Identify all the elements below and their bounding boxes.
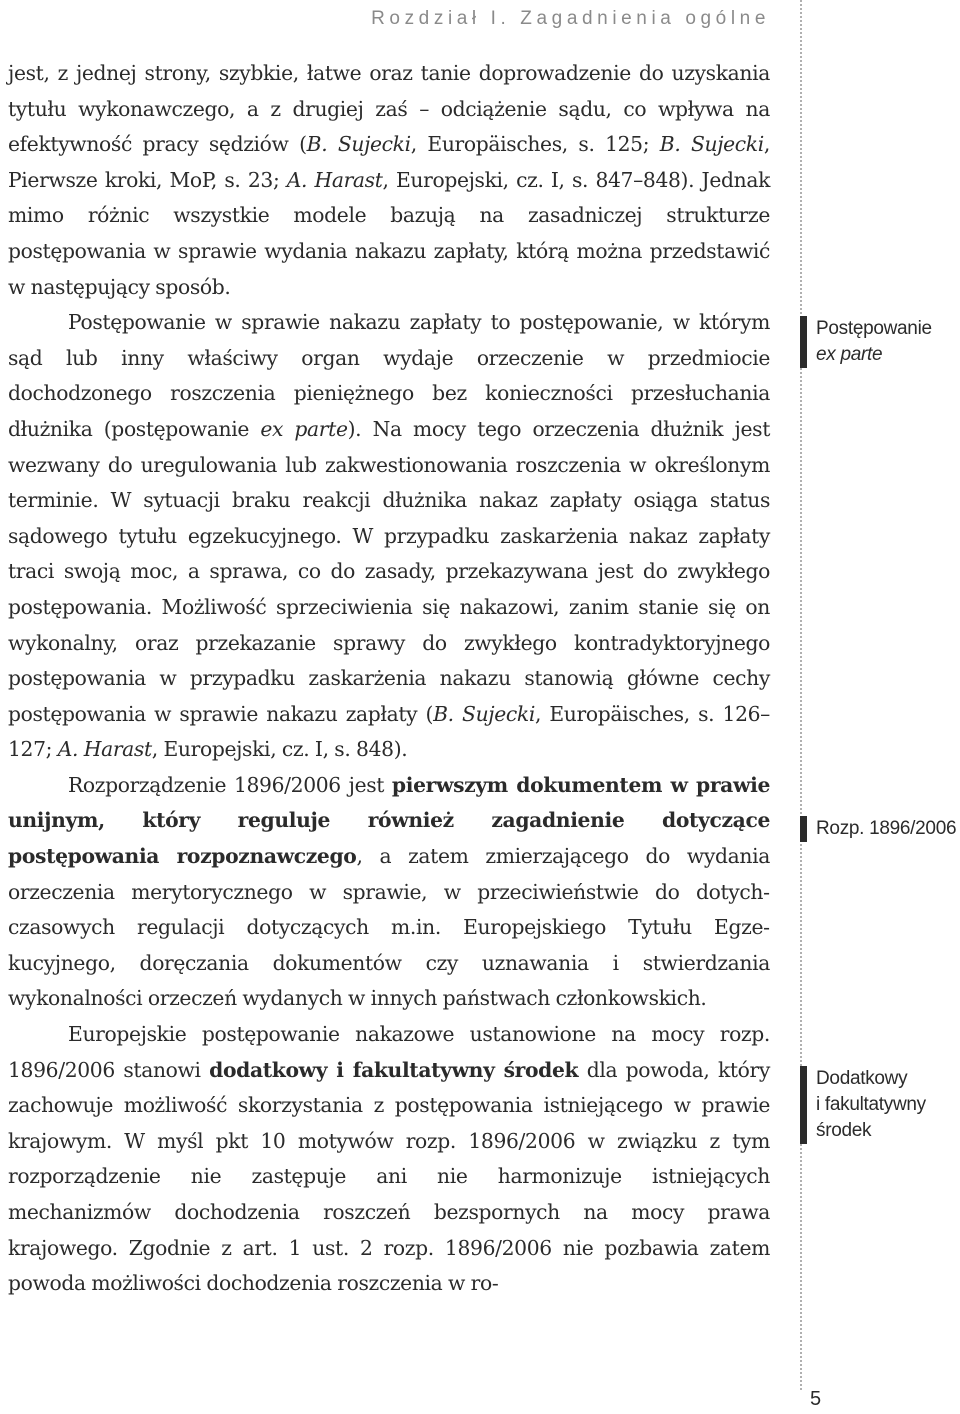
text-span: , Europejski, cz. I, s. 847–848). Jednak mimo różnic wszystkie modele bazują na zasadniczej strukturze postępowania w sprawie wydania nakazu zapłaty, którą można przedstawić w następujący sposób.	[8, 167, 771, 299]
text-span: ). Na mocy tego orzeczenia dłużnik jest wezwany do uregulowania lub zakwestionowania roszczenia w określonym terminie. W sytuacji braku reakcji dłużnika nakaz zapłaty osiąga status sądowego tytułu egzekucyjnego. W przypadku zaskarżenia nakaz zapłaty traci swoją moc, a sprawa, co do zasady, przekazywana jest do zwykłego postępowania. Możliwość sprzeciwienia się nakazowi, zanim stanie się on wykonalny, oraz przekazanie sprawy do zwykłego kontradyktoryjnego postępowania w przypadku zaskarżenia nakazu stanowią główne cechy postępowania w sprawie nakazu zapłaty (	[8, 416, 770, 726]
margin-note-ex-parte	[800, 316, 960, 368]
author-ref: B. Sujecki	[433, 701, 535, 726]
paragraph-4	[8, 1017, 770, 1302]
bold-emphasis: pierwszym dokumentem w prawie unijnym, który reguluje również zagadnienie dotyczące postępowania rozpoznawczego	[8, 772, 770, 869]
running-head: Rozdział I. Zagadnienia ogólne	[371, 8, 770, 29]
paragraph-3	[8, 768, 770, 1017]
text-span: dla powoda, który zachowuje możliwość skorzystania z postępowania istniejącego w prawie krajowym. W myśl pkt 10 motywów rozp. 1896/2006 w związku z tym rozporządzenie nie zastępuje ani nie harmonizuje istniejących mechanizmów dochodzenia roszczeń bezspornych na mocy prawa krajowego. Zgodnie z art. 1 ust. 2 rozp. 1896/2006 nie pozbawia zatem powoda możliwości dochodzenia roszczenia w ro-	[8, 1057, 770, 1296]
text-span: , Europäisches, s. 125;	[410, 132, 660, 157]
margin-note-line: Dodatkowy	[816, 1068, 908, 1089]
margin-divider	[800, 0, 802, 1390]
author-ref: A. Harast	[286, 167, 383, 192]
text-span: , Europejski, cz. I, s. 848).	[151, 737, 408, 762]
text-span: , Europäisches, s. 126–127;	[8, 701, 770, 762]
bold-emphasis: dodatkowy i fakultatywny środek	[209, 1057, 579, 1082]
italic-term: ex parte	[260, 416, 348, 441]
author-ref: B. Sujecki	[306, 132, 411, 157]
text-span: , Pierwsze kroki, MoP, s. 23;	[8, 132, 770, 192]
margin-note-additional-measure	[800, 1066, 960, 1144]
author-ref: A. Harast	[57, 737, 152, 762]
margin-note-line: Postępowanie	[816, 318, 932, 339]
text-span: , a zatem zmierzającego do wydania orzeczenia merytorycznego w sprawie, w przeciwieństwie do dotychczasowych regulacji dotyczących m.in. Europejskiego Tytułu Egzekucyjnego, doręczania dokumentów czy uznawania i stwierdzania wykonalności orzeczeń wydanych w innych państwach członkowskich.	[8, 844, 770, 1011]
author-ref: B. Sujecki	[659, 132, 764, 157]
page-number: 5	[810, 1388, 822, 1410]
paragraph-1	[8, 56, 770, 305]
margin-note-regulation	[800, 816, 960, 842]
margin-note-line: środek	[816, 1120, 872, 1141]
text-span: Rozporządzenie 1896/2006 jest	[68, 772, 392, 797]
margin-note-line: ex parte	[816, 344, 883, 365]
text-span: Europejskie postępowanie nakazowe ustanowione na mocy rozp. 1896/2006 stanowi	[8, 1022, 770, 1082]
main-text	[8, 56, 770, 1302]
margin-note-line: Rozp. 1896/2006	[816, 818, 957, 839]
text-span: jest, z jednej strony, szybkie, łatwe oraz tanie doprowadzenie do uzyskania tytułu wykonawczego, a z drugiej zaś – odciążenie sądu, co wpływa na efektywność pracy sędziów (	[8, 61, 770, 157]
text-span: Postępowanie w sprawie nakazu zapłaty to postępowanie, w którym sąd lub inny właściwy organ wydaje orzeczenie w przedmiocie dochodzonego roszczenia pieniężnego bez konieczności przesłuchania dłużnika (postępowanie	[8, 310, 770, 441]
paragraph-2	[8, 305, 770, 768]
margin-note-line: i fakultatywny	[816, 1094, 926, 1115]
